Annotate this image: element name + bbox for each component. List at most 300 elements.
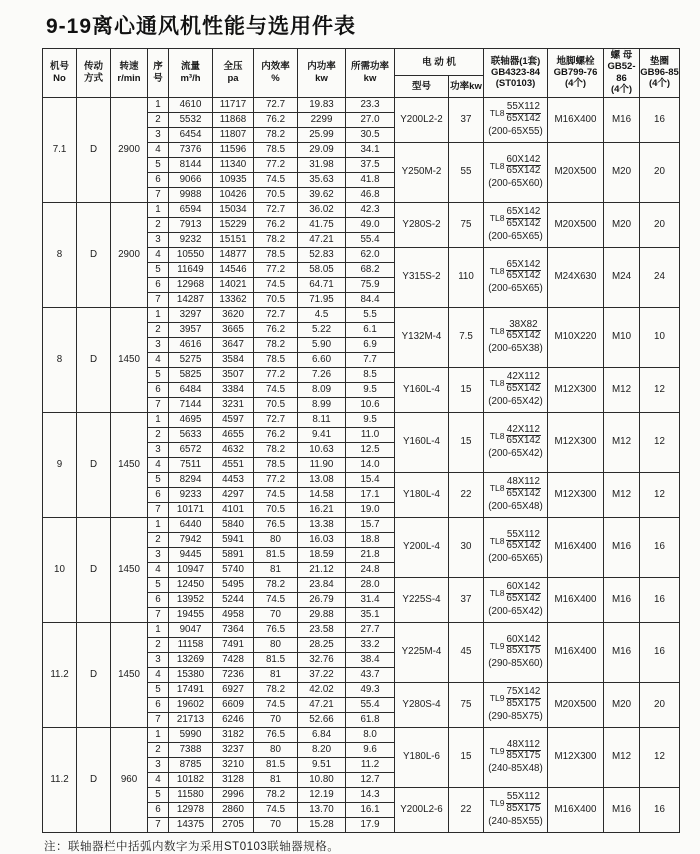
coupling-type: TL9: [489, 693, 505, 704]
col-header-nut: [604, 49, 640, 98]
coupling-spec: [484, 582, 547, 617]
coupling-type: TL9: [489, 798, 505, 809]
cell-seq: 5: [148, 787, 169, 802]
cell-seq: 5: [148, 262, 169, 277]
cell-seq: 4: [148, 667, 169, 682]
cell-washer: 12: [640, 472, 680, 517]
cell-flow: 9066: [169, 172, 213, 187]
cell-efficiency: 81: [254, 772, 298, 787]
cell-required-power: 34.1: [346, 142, 395, 157]
coupling-numerator: 75X142: [506, 686, 541, 698]
cell-pressure: 3237: [213, 742, 254, 757]
cell-flow: 3297: [169, 307, 213, 322]
cell-required-power: 27.0: [346, 112, 395, 127]
cell-speed: 2900: [111, 97, 148, 202]
cell-internal-power: 47.21: [298, 232, 346, 247]
col-header-flow: [169, 49, 213, 98]
cell-required-power: 23.3: [346, 97, 395, 112]
table-row: [43, 622, 680, 637]
cell-internal-power: 42.02: [298, 682, 346, 697]
cell-motor-model: Y225M-4: [395, 622, 449, 682]
cell-drive-mode: D: [77, 97, 111, 202]
coupling-spec: [484, 260, 547, 295]
cell-required-power: 11.0: [346, 427, 395, 442]
cell-flow: 11158: [169, 637, 213, 652]
cell-efficiency: 78.5: [254, 457, 298, 472]
cell-flow: 4616: [169, 337, 213, 352]
cell-motor-power: 15: [449, 412, 484, 472]
cell-seq: 4: [148, 247, 169, 262]
cell-required-power: 19.0: [346, 502, 395, 517]
col-header-motor-model: 型号: [395, 76, 449, 97]
cell-seq: 1: [148, 202, 169, 217]
cell-seq: 3: [148, 127, 169, 142]
cell-internal-power: 11.90: [298, 457, 346, 472]
col-header-coupling-label: 联轴器(1套) GB4323-84 (ST0103): [490, 55, 541, 90]
coupling-denominator: 85X175: [506, 645, 541, 657]
cell-pressure: 15034: [213, 202, 254, 217]
coupling-fraction: [484, 740, 547, 763]
cell-coupling: [484, 412, 548, 472]
cell-anchor-bolt: M12X300: [548, 727, 604, 787]
cell-seq: 2: [148, 532, 169, 547]
coupling-fraction: [484, 582, 547, 605]
cell-flow: 6454: [169, 127, 213, 142]
table-footnote: 注：联轴器栏中括弧内数字为采用ST0103联轴器规格。: [44, 840, 340, 853]
col-header-drive-mode: [77, 49, 111, 98]
cell-washer: 24: [640, 247, 680, 307]
cell-washer: 10: [640, 307, 680, 367]
cell-required-power: 42.3: [346, 202, 395, 217]
cell-seq: 2: [148, 427, 169, 442]
cell-anchor-bolt: M16X400: [548, 577, 604, 622]
cell-internal-power: 15.28: [298, 817, 346, 832]
cell-pressure: 14021: [213, 277, 254, 292]
cell-motor-model: Y160L-4: [395, 412, 449, 472]
cell-seq: 2: [148, 217, 169, 232]
cell-pressure: 11717: [213, 97, 254, 112]
col-header-motor-group: 电 动 机: [395, 49, 484, 76]
col-header-pressure: [213, 49, 254, 98]
cell-speed: 1450: [111, 307, 148, 412]
cell-anchor-bolt: M16X400: [548, 787, 604, 832]
cell-required-power: 8.0: [346, 727, 395, 742]
cell-pressure: 13362: [213, 292, 254, 307]
cell-internal-power: 52.83: [298, 247, 346, 262]
cell-efficiency: 74.5: [254, 277, 298, 292]
cell-motor-power: 37: [449, 97, 484, 142]
coupling-spec: [484, 102, 547, 137]
cell-internal-power: 52.66: [298, 712, 346, 727]
coupling-numerator: 38X82: [506, 320, 542, 332]
coupling-spec: [484, 207, 547, 242]
cell-speed: 1450: [111, 622, 148, 727]
cell-required-power: 38.4: [346, 652, 395, 667]
cell-internal-power: 41.75: [298, 217, 346, 232]
coupling-note: (200-65X60): [488, 178, 543, 190]
cell-internal-power: 58.05: [298, 262, 346, 277]
cell-required-power: 18.8: [346, 532, 395, 547]
coupling-spec: [484, 792, 547, 827]
coupling-fraction: [484, 155, 547, 178]
cell-machine-no: 8: [43, 202, 77, 307]
cell-nut: M16: [604, 622, 640, 682]
cell-flow: 4610: [169, 97, 213, 112]
cell-motor-power: 22: [449, 472, 484, 517]
cell-internal-power: 13.38: [298, 517, 346, 532]
cell-internal-power: 12.19: [298, 787, 346, 802]
cell-pressure: 7491: [213, 637, 254, 652]
cell-pressure: 5244: [213, 592, 254, 607]
cell-internal-power: 4.5: [298, 307, 346, 322]
cell-motor-power: 15: [449, 727, 484, 787]
cell-seq: 4: [148, 562, 169, 577]
coupling-denominator: 65X142: [506, 330, 541, 342]
cell-required-power: 14.0: [346, 457, 395, 472]
coupling-denominator: 65X142: [506, 217, 541, 229]
cell-internal-power: 16.03: [298, 532, 346, 547]
cell-seq: 1: [148, 622, 169, 637]
cell-internal-power: 25.99: [298, 127, 346, 142]
cell-required-power: 62.0: [346, 247, 395, 262]
cell-pressure: 6927: [213, 682, 254, 697]
cell-anchor-bolt: M16X400: [548, 622, 604, 682]
cell-machine-no: 8: [43, 307, 77, 412]
cell-efficiency: 70: [254, 607, 298, 622]
cell-efficiency: 78.2: [254, 682, 298, 697]
cell-seq: 7: [148, 817, 169, 832]
cell-nut: M12: [604, 472, 640, 517]
cell-internal-power: 39.62: [298, 187, 346, 202]
cell-speed: 960: [111, 727, 148, 832]
coupling-fraction: [484, 102, 547, 125]
cell-required-power: 55.4: [346, 697, 395, 712]
cell-seq: 3: [148, 442, 169, 457]
coupling-numerator: 48X112: [506, 476, 540, 488]
cell-required-power: 9.5: [346, 382, 395, 397]
cell-seq: 4: [148, 457, 169, 472]
cell-efficiency: 76.2: [254, 322, 298, 337]
cell-coupling: [484, 787, 548, 832]
coupling-spec: [484, 635, 547, 670]
table-row: [43, 202, 680, 217]
cell-flow: 7913: [169, 217, 213, 232]
cell-internal-power: 9.41: [298, 427, 346, 442]
coupling-fraction: [484, 320, 547, 343]
cell-internal-power: 18.59: [298, 547, 346, 562]
coupling-note: (200-65X38): [488, 343, 543, 355]
cell-efficiency: 78.2: [254, 442, 298, 457]
cell-efficiency: 74.5: [254, 802, 298, 817]
cell-flow: 7388: [169, 742, 213, 757]
cell-anchor-bolt: M16X400: [548, 97, 604, 142]
cell-speed: 2900: [111, 202, 148, 307]
coupling-note: (240-85X55): [488, 815, 543, 827]
cell-internal-power: 13.08: [298, 472, 346, 487]
cell-motor-power: 7.5: [449, 307, 484, 367]
cell-internal-power: 13.70: [298, 802, 346, 817]
cell-internal-power: 29.88: [298, 607, 346, 622]
cell-pressure: 15151: [213, 232, 254, 247]
coupling-spec: [484, 320, 547, 355]
table-row: [43, 412, 680, 427]
cell-flow: 21713: [169, 712, 213, 727]
coupling-type: TL9: [489, 745, 505, 756]
col-header-anchor-bolt: [548, 49, 604, 98]
cell-efficiency: 81.5: [254, 652, 298, 667]
coupling-note: (200-65X65): [488, 553, 543, 565]
col-header-seq: [148, 49, 169, 98]
cell-coupling: [484, 202, 548, 247]
cell-washer: 16: [640, 577, 680, 622]
coupling-numerator: 48X112: [506, 738, 540, 750]
col-header-nut-label: 螺 母 GB52-86 (4个): [607, 50, 636, 96]
coupling-numerator: 60X142: [506, 581, 541, 593]
cell-nut: M16: [604, 517, 640, 577]
cell-required-power: 12.5: [346, 442, 395, 457]
cell-required-power: 31.4: [346, 592, 395, 607]
cell-internal-power: 6.84: [298, 727, 346, 742]
cell-drive-mode: D: [77, 202, 111, 307]
cell-efficiency: 78.5: [254, 142, 298, 157]
cell-internal-power: 8.99: [298, 397, 346, 412]
cell-internal-power: 32.76: [298, 652, 346, 667]
cell-internal-power: 23.84: [298, 577, 346, 592]
cell-washer: 12: [640, 412, 680, 472]
cell-efficiency: 70.5: [254, 397, 298, 412]
cell-flow: 7144: [169, 397, 213, 412]
cell-nut: M20: [604, 202, 640, 247]
cell-efficiency: 81.5: [254, 547, 298, 562]
coupling-numerator: 65X142: [506, 258, 541, 270]
cell-internal-power: 16.21: [298, 502, 346, 517]
cell-flow: 17491: [169, 682, 213, 697]
table-header: [43, 49, 680, 98]
coupling-fraction: [484, 530, 547, 553]
cell-seq: 4: [148, 142, 169, 157]
cell-pressure: 10935: [213, 172, 254, 187]
coupling-numerator: 42X112: [506, 423, 540, 435]
cell-washer: 12: [640, 727, 680, 787]
coupling-denominator: 85X175: [506, 802, 541, 814]
cell-efficiency: 80: [254, 532, 298, 547]
cell-internal-power: 36.02: [298, 202, 346, 217]
cell-internal-power: 21.12: [298, 562, 346, 577]
cell-seq: 1: [148, 97, 169, 112]
cell-machine-no: 11.2: [43, 727, 77, 832]
table-body: [43, 97, 680, 832]
cell-internal-power: 6.60: [298, 352, 346, 367]
cell-efficiency: 70.5: [254, 292, 298, 307]
cell-pressure: 3182: [213, 727, 254, 742]
cell-seq: 3: [148, 757, 169, 772]
cell-efficiency: 74.5: [254, 592, 298, 607]
cell-seq: 6: [148, 592, 169, 607]
cell-anchor-bolt: M20X500: [548, 202, 604, 247]
cell-seq: 7: [148, 397, 169, 412]
coupling-type: TL8: [489, 535, 505, 546]
coupling-denominator: 65X142: [506, 165, 541, 177]
cell-flow: 3957: [169, 322, 213, 337]
cell-efficiency: 81.5: [254, 757, 298, 772]
cell-pressure: 10426: [213, 187, 254, 202]
cell-flow: 8294: [169, 472, 213, 487]
cell-seq: 6: [148, 172, 169, 187]
cell-flow: 10171: [169, 502, 213, 517]
cell-seq: 5: [148, 577, 169, 592]
cell-internal-power: 10.63: [298, 442, 346, 457]
cell-washer: 16: [640, 622, 680, 682]
cell-flow: 10550: [169, 247, 213, 262]
cell-seq: 1: [148, 412, 169, 427]
fan-performance-table: [42, 48, 680, 833]
table-row: [43, 307, 680, 322]
cell-required-power: 9.6: [346, 742, 395, 757]
cell-required-power: 9.5: [346, 412, 395, 427]
cell-pressure: 3384: [213, 382, 254, 397]
cell-nut: M16: [604, 577, 640, 622]
cell-coupling: [484, 622, 548, 682]
cell-required-power: 14.3: [346, 787, 395, 802]
cell-efficiency: 76.5: [254, 622, 298, 637]
coupling-note: (290-85X60): [488, 658, 543, 670]
cell-required-power: 37.5: [346, 157, 395, 172]
cell-internal-power: 71.95: [298, 292, 346, 307]
cell-nut: M16: [604, 97, 640, 142]
cell-efficiency: 70: [254, 712, 298, 727]
cell-efficiency: 70.5: [254, 502, 298, 517]
cell-anchor-bolt: M10X220: [548, 307, 604, 367]
cell-seq: 6: [148, 382, 169, 397]
cell-efficiency: 77.2: [254, 157, 298, 172]
coupling-spec: [484, 425, 547, 460]
cell-internal-power: 8.11: [298, 412, 346, 427]
coupling-spec: [484, 372, 547, 407]
cell-seq: 5: [148, 682, 169, 697]
cell-efficiency: 72.7: [254, 202, 298, 217]
cell-pressure: 7428: [213, 652, 254, 667]
coupling-spec: [484, 687, 547, 722]
cell-flow: 7376: [169, 142, 213, 157]
cell-flow: 5532: [169, 112, 213, 127]
cell-efficiency: 78.2: [254, 232, 298, 247]
cell-pressure: 5941: [213, 532, 254, 547]
table-row: [43, 517, 680, 532]
cell-pressure: 11340: [213, 157, 254, 172]
cell-machine-no: 10: [43, 517, 77, 622]
coupling-denominator: 65X142: [506, 382, 541, 394]
cell-seq: 2: [148, 112, 169, 127]
cell-internal-power: 10.80: [298, 772, 346, 787]
cell-pressure: 3584: [213, 352, 254, 367]
col-header-coupling: [484, 49, 548, 98]
cell-required-power: 84.4: [346, 292, 395, 307]
cell-required-power: 5.5: [346, 307, 395, 322]
col-header-efficiency: [254, 49, 298, 98]
cell-pressure: 3647: [213, 337, 254, 352]
coupling-fraction: [484, 687, 547, 710]
cell-motor-power: 55: [449, 142, 484, 202]
coupling-numerator: 55X112: [506, 101, 540, 113]
col-header-required-power-label: 所需功率 kw: [350, 61, 389, 84]
coupling-denominator: 65X142: [506, 270, 541, 282]
cell-pressure: 2996: [213, 787, 254, 802]
cell-anchor-bolt: M20X500: [548, 682, 604, 727]
cell-motor-power: 15: [449, 367, 484, 412]
cell-pressure: 7236: [213, 667, 254, 682]
cell-flow: 5825: [169, 367, 213, 382]
cell-required-power: 43.7: [346, 667, 395, 682]
cell-flow: 4695: [169, 412, 213, 427]
cell-flow: 5275: [169, 352, 213, 367]
cell-seq: 2: [148, 322, 169, 337]
cell-internal-power: 23.58: [298, 622, 346, 637]
cell-pressure: 11596: [213, 142, 254, 157]
cell-pressure: 3620: [213, 307, 254, 322]
cell-pressure: 3507: [213, 367, 254, 382]
cell-flow: 19602: [169, 697, 213, 712]
col-header-pressure-label: 全压 pa: [223, 61, 243, 84]
cell-nut: M12: [604, 367, 640, 412]
coupling-type: TL8: [489, 483, 505, 494]
cell-flow: 11649: [169, 262, 213, 277]
cell-coupling: [484, 367, 548, 412]
cell-internal-power: 19.83: [298, 97, 346, 112]
cell-flow: 7942: [169, 532, 213, 547]
cell-required-power: 55.4: [346, 232, 395, 247]
cell-washer: 16: [640, 97, 680, 142]
cell-seq: 5: [148, 157, 169, 172]
cell-efficiency: 78.5: [254, 352, 298, 367]
cell-pressure: 5740: [213, 562, 254, 577]
cell-seq: 6: [148, 277, 169, 292]
coupling-type: TL8: [489, 213, 505, 224]
cell-coupling: [484, 247, 548, 307]
cell-drive-mode: D: [77, 517, 111, 622]
cell-required-power: 61.8: [346, 712, 395, 727]
cell-pressure: 3665: [213, 322, 254, 337]
cell-internal-power: 2299: [298, 112, 346, 127]
cell-nut: M20: [604, 142, 640, 202]
col-header-washer-label: 垫圈 GB96-85 (4个): [640, 55, 679, 90]
cell-required-power: 10.6: [346, 397, 395, 412]
coupling-denominator: 65X142: [506, 112, 541, 124]
coupling-spec: [484, 740, 547, 775]
col-header-washer: [640, 49, 680, 98]
cell-required-power: 27.7: [346, 622, 395, 637]
cell-required-power: 35.1: [346, 607, 395, 622]
cell-pressure: 7364: [213, 622, 254, 637]
cell-anchor-bolt: M12X300: [548, 367, 604, 412]
cell-pressure: 11807: [213, 127, 254, 142]
cell-motor-model: Y280S-4: [395, 682, 449, 727]
cell-washer: 20: [640, 682, 680, 727]
cell-efficiency: 81: [254, 562, 298, 577]
cell-seq: 7: [148, 712, 169, 727]
cell-efficiency: 70: [254, 817, 298, 832]
table-row: [43, 97, 680, 112]
cell-efficiency: 81: [254, 667, 298, 682]
cell-required-power: 49.0: [346, 217, 395, 232]
coupling-type: TL8: [489, 378, 505, 389]
cell-flow: 14375: [169, 817, 213, 832]
cell-flow: 6484: [169, 382, 213, 397]
cell-washer: 16: [640, 517, 680, 577]
cell-pressure: 4297: [213, 487, 254, 502]
coupling-spec: [484, 155, 547, 190]
cell-nut: M24: [604, 247, 640, 307]
cell-nut: M10: [604, 307, 640, 367]
